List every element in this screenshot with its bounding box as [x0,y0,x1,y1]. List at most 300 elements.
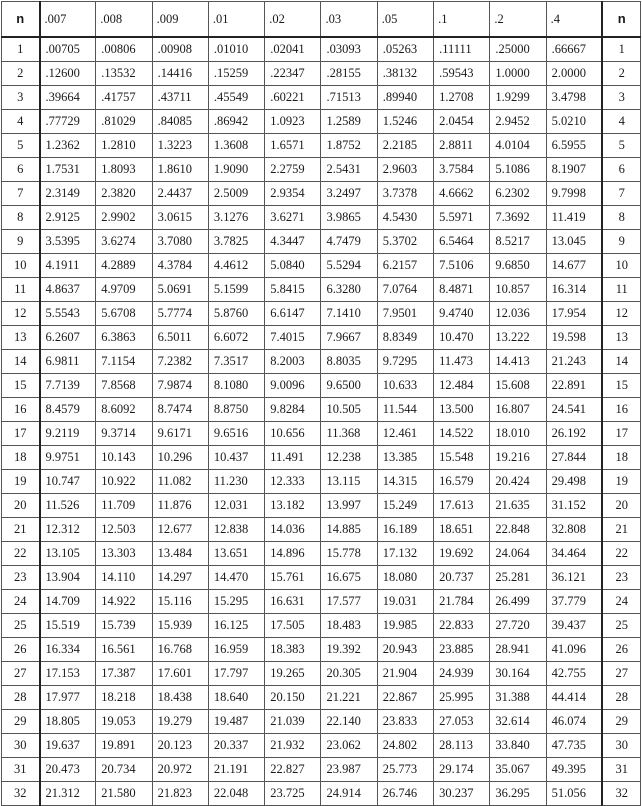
table-cell: .39664 [40,86,96,110]
table-cell: 7.5106 [434,254,490,278]
table-cell: 20.734 [96,758,152,782]
table-cell: 5.1086 [490,158,546,182]
table-cell: 8.2003 [265,350,321,374]
table-cell: 15.778 [321,542,377,566]
table-cell: 1.2589 [321,110,377,134]
row-index-right: 12 [602,302,640,326]
table-cell: 22.140 [321,710,377,734]
row-index-right: 6 [602,158,640,182]
table-cell: 17.387 [96,662,152,686]
table-cell: 9.9751 [40,446,96,470]
table-cell: 14.522 [434,422,490,446]
table-cell: 16.314 [546,278,602,302]
table-cell: 30.237 [434,782,490,806]
table-cell: 16.189 [377,518,433,542]
table-cell: 13.045 [546,230,602,254]
row-index-right: 7 [602,182,640,206]
table-cell: 5.8415 [265,278,321,302]
table-cell: 8.4871 [434,278,490,302]
row-index-left: 7 [2,182,40,206]
row-index-left: 30 [2,734,40,758]
row-index-left: 4 [2,110,40,134]
table-cell: 1.8093 [96,158,152,182]
table-cell: 32.808 [546,518,602,542]
table-cell: 9.7295 [377,350,433,374]
table-row [2,614,641,638]
table-cell: 10.857 [490,278,546,302]
table-cell: 36.295 [490,782,546,806]
table-row [2,782,641,806]
table-cell: 24.541 [546,398,602,422]
table-cell: 9.3714 [96,422,152,446]
table-cell: 3.7080 [152,230,208,254]
table-cell: 3.1276 [208,206,264,230]
table-cell: 15.608 [490,374,546,398]
table-cell: 11.526 [40,494,96,518]
table-cell: 11.473 [434,350,490,374]
table-cell: 23.725 [265,782,321,806]
table-cell: 11.230 [208,470,264,494]
table-cell: 10.437 [208,446,264,470]
table-cell: 28.941 [490,638,546,662]
table-cell: .12600 [40,62,96,86]
table-cell: 12.677 [152,518,208,542]
table-cell: 20.473 [40,758,96,782]
table-cell: 13.105 [40,542,96,566]
table-cell: 4.7479 [321,230,377,254]
table-cell: 1.7531 [40,158,96,182]
table-cell: 21.580 [96,782,152,806]
table-cell: 21.823 [152,782,208,806]
table-cell: 44.414 [546,686,602,710]
table-cell: 3.7825 [208,230,264,254]
table-cell: 28.113 [434,734,490,758]
table-row [2,326,641,350]
table-cell: 36.121 [546,566,602,590]
table-cell: 9.6516 [208,422,264,446]
table-cell: 2.9125 [40,206,96,230]
table-cell: 17.601 [152,662,208,686]
table-cell: 1.2810 [96,134,152,158]
table-cell: 2.0454 [434,110,490,134]
table-cell: 14.922 [96,590,152,614]
table-cell: 6.6147 [265,302,321,326]
table-cell: 12.503 [96,518,152,542]
table-cell: 29.174 [434,758,490,782]
table-cell: 14.677 [546,254,602,278]
table-cell: 15.739 [96,614,152,638]
table-cell: 29.498 [546,470,602,494]
row-index-left: 32 [2,782,40,806]
table-cell: 4.4612 [208,254,264,278]
row-index-left: 13 [2,326,40,350]
row-index-left: 12 [2,302,40,326]
row-index-right: 23 [602,566,640,590]
row-index-right: 11 [602,278,640,302]
table-cell: 10.470 [434,326,490,350]
table-cell: 31.388 [490,686,546,710]
table-row [2,302,641,326]
row-index-left: 31 [2,758,40,782]
row-index-left: 5 [2,134,40,158]
table-cell: 21.312 [40,782,96,806]
table-cell: .00806 [96,37,152,62]
table-cell: 9.6500 [321,374,377,398]
table-cell: 9.6171 [152,422,208,446]
table-cell: 35.067 [490,758,546,782]
table-cell: 17.954 [546,302,602,326]
table-cell: 16.125 [208,614,264,638]
row-index-right: 4 [602,110,640,134]
table-cell: 21.039 [265,710,321,734]
table-cell: 5.0691 [152,278,208,302]
table-cell: 17.505 [265,614,321,638]
table-cell: 1.8752 [321,134,377,158]
table-cell: 12.036 [490,302,546,326]
table-cell: 26.192 [546,422,602,446]
table-cell: 11.491 [265,446,321,470]
table-cell: 7.3692 [490,206,546,230]
row-index-right: 5 [602,134,640,158]
table-cell: 27.720 [490,614,546,638]
table-cell: 22.048 [208,782,264,806]
table-row [2,182,641,206]
table-cell: 8.8750 [208,398,264,422]
table-cell: 7.9874 [152,374,208,398]
table-cell: 10.656 [265,422,321,446]
table-cell: 22.827 [265,758,321,782]
row-index-right: 28 [602,686,640,710]
table-cell: 5.0210 [546,110,602,134]
table-cell: 5.1599 [208,278,264,302]
table-cell: 15.519 [40,614,96,638]
row-index-right: 10 [602,254,640,278]
table-cell: 17.132 [377,542,433,566]
table-cell: 19.265 [265,662,321,686]
table-cell: .28155 [321,62,377,86]
table-cell: 20.337 [208,734,264,758]
table-row [2,734,641,758]
row-index-left: 3 [2,86,40,110]
table-cell: 24.914 [321,782,377,806]
table-cell: 14.896 [265,542,321,566]
table-cell: 5.5971 [434,206,490,230]
table-cell: 17.977 [40,686,96,710]
table-cell: 3.7584 [434,158,490,182]
table-cell: 14.110 [96,566,152,590]
table-cell: 3.0615 [152,206,208,230]
table-cell: 18.805 [40,710,96,734]
row-index-left: 19 [2,470,40,494]
table-cell: 21.932 [265,734,321,758]
table-cell: 1.2708 [434,86,490,110]
table-cell: 13.222 [490,326,546,350]
table-cell: 15.939 [152,614,208,638]
table-cell: 27.053 [434,710,490,734]
row-index-right: 9 [602,230,640,254]
table-cell: 11.368 [321,422,377,446]
table-cell: 23.833 [377,710,433,734]
table-cell: 18.651 [434,518,490,542]
table-cell: 20.150 [265,686,321,710]
table-cell: 14.885 [321,518,377,542]
table-row [2,494,641,518]
table-cell: 22.833 [434,614,490,638]
table-cell: 4.5430 [377,206,433,230]
table-cell: 16.675 [321,566,377,590]
table-cell: 9.6850 [490,254,546,278]
table-cell: .60221 [265,86,321,110]
table-cell: .25000 [490,37,546,62]
n-header-right: n [602,2,640,38]
table-cell: 41.096 [546,638,602,662]
table-cell: 8.1907 [546,158,602,182]
table-row [2,638,641,662]
table-cell: 7.8568 [96,374,152,398]
row-index-left: 2 [2,62,40,86]
row-index-right: 13 [602,326,640,350]
table-cell: 19.598 [546,326,602,350]
table-row [2,710,641,734]
table-cell: 7.9501 [377,302,433,326]
row-index-left: 18 [2,446,40,470]
row-index-left: 10 [2,254,40,278]
table-cell: 16.579 [434,470,490,494]
table-cell: 1.6571 [265,134,321,158]
row-index-right: 24 [602,590,640,614]
table-row [2,62,641,86]
table-cell: .71513 [321,86,377,110]
row-index-right: 30 [602,734,640,758]
table-cell: .14416 [152,62,208,86]
table-cell: 13.385 [377,446,433,470]
table-cell: .86942 [208,110,264,134]
table-row [2,590,641,614]
table-cell: 23.987 [321,758,377,782]
table-cell: 2.0000 [546,62,602,86]
table-cell: 4.0104 [490,134,546,158]
table-row [2,470,641,494]
table-row [2,230,641,254]
table-cell: 19.487 [208,710,264,734]
table-cell: 2.3820 [96,182,152,206]
table-row [2,278,641,302]
row-index-left: 16 [2,398,40,422]
table-cell: 3.2497 [321,182,377,206]
table-row [2,134,641,158]
table-cell: 9.0096 [265,374,321,398]
row-index-left: 1 [2,37,40,62]
table-cell: 6.2302 [490,182,546,206]
table-row [2,86,641,110]
table-cell: 22.848 [490,518,546,542]
table-cell: .77729 [40,110,96,134]
table-cell: .81029 [96,110,152,134]
table-cell: 34.464 [546,542,602,566]
table-cell: 6.5955 [546,134,602,158]
row-index-right: 22 [602,542,640,566]
table-cell: 14.036 [265,518,321,542]
table-cell: 4.3784 [152,254,208,278]
table-cell: 13.904 [40,566,96,590]
table-cell: 2.4437 [152,182,208,206]
table-row [2,110,641,134]
table-cell: 2.2759 [265,158,321,182]
table-cell: 1.3223 [152,134,208,158]
column-header: .007 [40,2,96,38]
row-index-left: 14 [2,350,40,374]
table-row [2,542,641,566]
table-cell: 19.891 [96,734,152,758]
table-cell: .45549 [208,86,264,110]
table-cell: 18.483 [321,614,377,638]
table-cell: 8.6092 [96,398,152,422]
table-cell: 19.637 [40,734,96,758]
table-cell: 25.995 [434,686,490,710]
table-cell: 2.8811 [434,134,490,158]
table-cell: 2.5009 [208,182,264,206]
table-cell: 10.296 [152,446,208,470]
table-cell: 4.1911 [40,254,96,278]
row-index-right: 16 [602,398,640,422]
row-index-right: 17 [602,422,640,446]
table-cell: 4.8637 [40,278,96,302]
table-cell: .89940 [377,86,433,110]
row-index-right: 2 [602,62,640,86]
table-cell: 4.2889 [96,254,152,278]
table-cell: 7.7139 [40,374,96,398]
row-index-left: 28 [2,686,40,710]
table-cell: 33.840 [490,734,546,758]
column-header: .2 [490,2,546,38]
table-row [2,662,641,686]
table-cell: 30.164 [490,662,546,686]
row-index-right: 14 [602,350,640,374]
table-cell: 15.548 [434,446,490,470]
row-index-right: 31 [602,758,640,782]
table-cell: 16.334 [40,638,96,662]
table-cell: 18.010 [490,422,546,446]
table-cell: 6.3863 [96,326,152,350]
table-cell: 2.2185 [377,134,433,158]
table-cell: 32.614 [490,710,546,734]
row-index-right: 18 [602,446,640,470]
table-cell: 10.633 [377,374,433,398]
table-cell: 11.876 [152,494,208,518]
table-cell: 6.6072 [208,326,264,350]
table-cell: 18.080 [377,566,433,590]
table-cell: .05263 [377,37,433,62]
table-cell: 19.692 [434,542,490,566]
table-cell: 17.577 [321,590,377,614]
table-cell: 7.3517 [208,350,264,374]
table-cell: 1.8610 [152,158,208,182]
table-cell: 39.437 [546,614,602,638]
table-cell: 26.499 [490,590,546,614]
table-row [2,446,641,470]
table-cell: 7.4015 [265,326,321,350]
table-row [2,566,641,590]
table-cell: 20.737 [434,566,490,590]
table-cell: 15.249 [377,494,433,518]
table-cell: 21.635 [490,494,546,518]
table-row [2,374,641,398]
row-index-left: 11 [2,278,40,302]
table-cell: 1.2362 [40,134,96,158]
table-cell: 13.997 [321,494,377,518]
table-cell: 12.031 [208,494,264,518]
table-cell: 5.8760 [208,302,264,326]
table-cell: 14.709 [40,590,96,614]
table-cell: 7.1154 [96,350,152,374]
table-cell: 15.116 [152,590,208,614]
table-row [2,398,641,422]
table-row [2,206,641,230]
table-cell: 10.747 [40,470,96,494]
table-cell: 23.062 [321,734,377,758]
table-cell: 10.143 [96,446,152,470]
table-cell: 31.152 [546,494,602,518]
table-cell: 2.5431 [321,158,377,182]
table-cell: 8.8349 [377,326,433,350]
table-cell: 13.182 [265,494,321,518]
table-cell: 17.797 [208,662,264,686]
table-cell: 2.9354 [265,182,321,206]
column-header: .4 [546,2,602,38]
row-index-left: 8 [2,206,40,230]
table-cell: 18.640 [208,686,264,710]
row-index-left: 15 [2,374,40,398]
table-cell: 19.392 [321,638,377,662]
table-cell: 3.7378 [377,182,433,206]
row-index-left: 20 [2,494,40,518]
row-index-left: 23 [2,566,40,590]
table-cell: 15.761 [265,566,321,590]
table-cell: .22347 [265,62,321,86]
table-cell: 10.922 [96,470,152,494]
column-header: .1 [434,2,490,38]
table-cell: 46.074 [546,710,602,734]
row-index-right: 21 [602,518,640,542]
table-cell: 5.3702 [377,230,433,254]
table-cell: 6.3280 [321,278,377,302]
table-cell: 24.064 [490,542,546,566]
row-index-right: 27 [602,662,640,686]
table-cell: 7.0764 [377,278,433,302]
table-cell: 5.6708 [96,302,152,326]
table-cell: 2.9902 [96,206,152,230]
table-cell: 20.424 [490,470,546,494]
table-cell: 12.461 [377,422,433,446]
row-index-right: 32 [602,782,640,806]
table-cell: 12.838 [208,518,264,542]
table-cell: 19.279 [152,710,208,734]
table-cell: 20.305 [321,662,377,686]
table-cell: 17.613 [434,494,490,518]
table-cell: 26.746 [377,782,433,806]
table-cell: 18.218 [96,686,152,710]
table-row [2,422,641,446]
table-cell: 9.7998 [546,182,602,206]
data-table [1,1,641,806]
table-row [2,37,641,62]
row-index-right: 19 [602,470,640,494]
data-table-container [1,1,640,801]
table-cell: 37.779 [546,590,602,614]
table-cell: 17.153 [40,662,96,686]
table-cell: .84085 [152,110,208,134]
table-cell: 7.2382 [152,350,208,374]
